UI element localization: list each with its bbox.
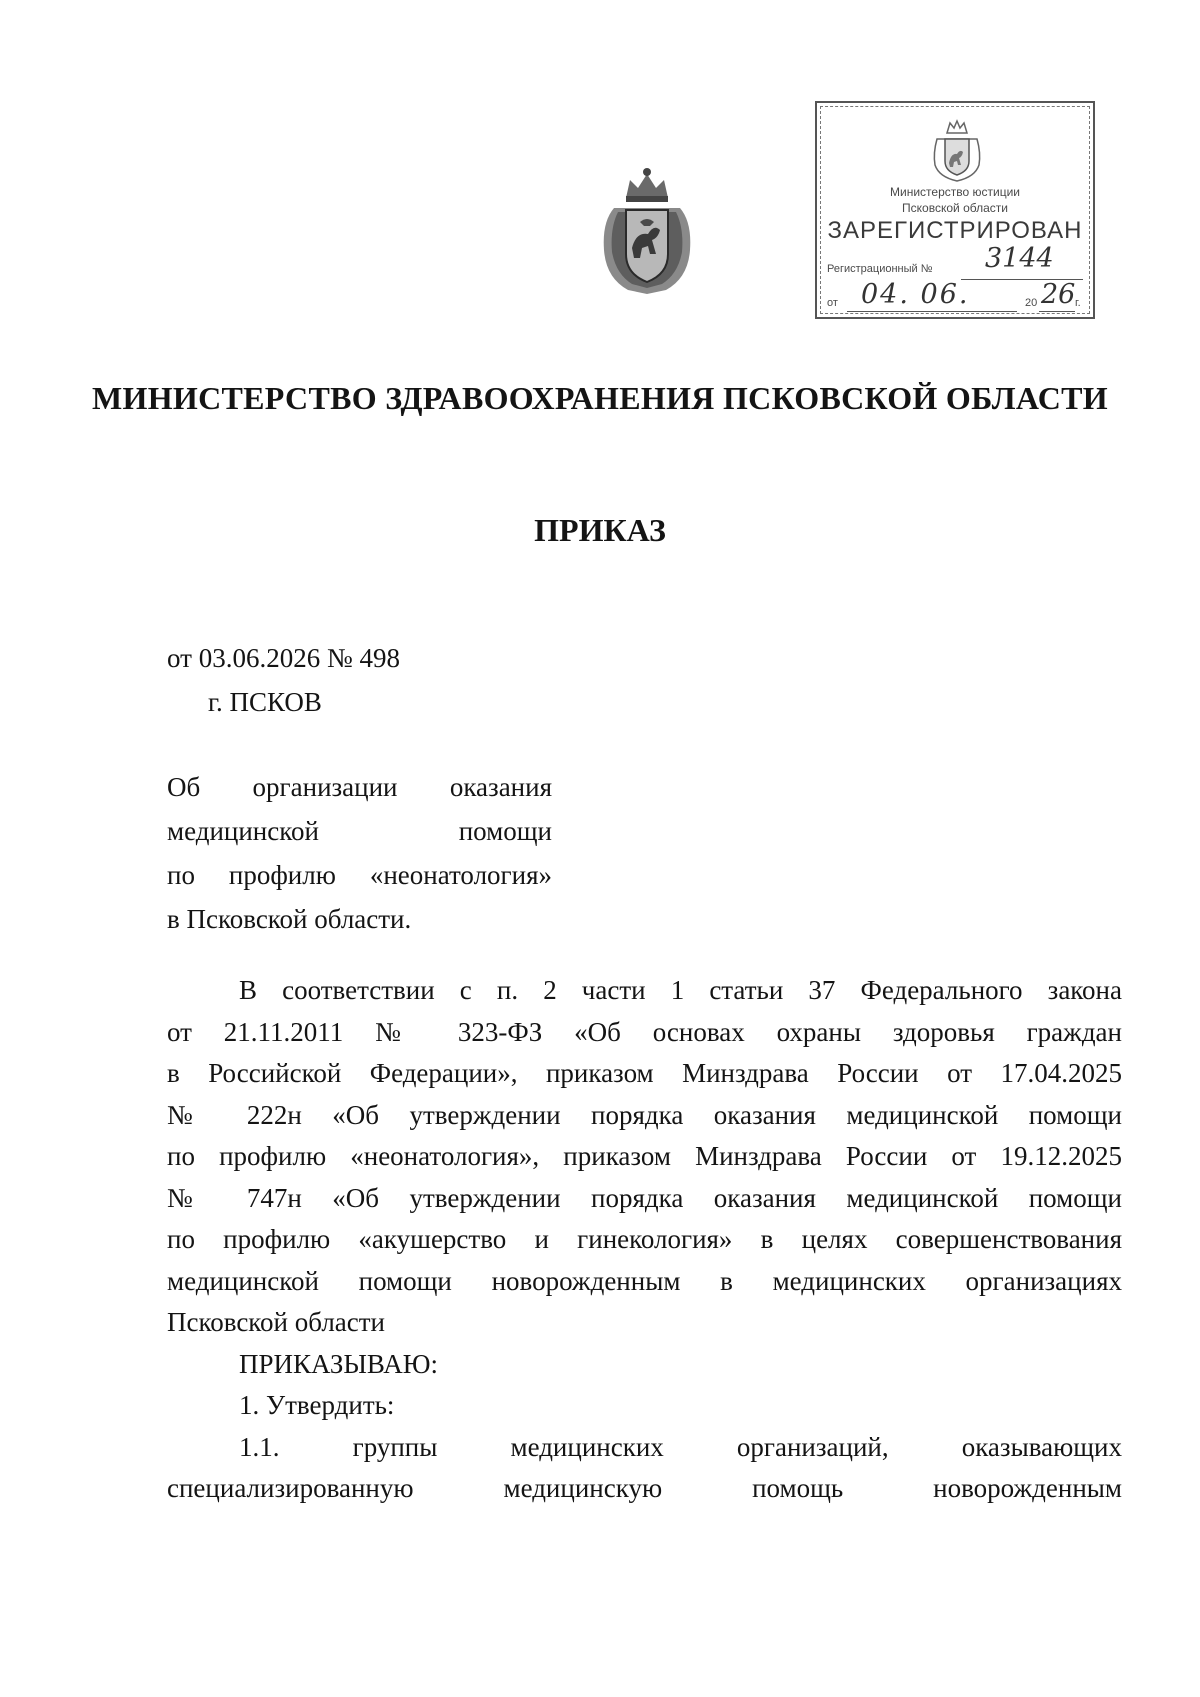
stamp-year-underline — [1039, 311, 1075, 312]
stamp-year: 26 — [1041, 279, 1076, 310]
document-type-heading: ПРИКАЗ — [534, 512, 666, 548]
item-1-1: 1.1. группы медицинских организаций, оказывающих — [239, 1431, 1122, 1462]
subject-line: в Псковской области. — [167, 904, 412, 934]
body-line: В соответствии с п. 2 части 1 статьи 37 Федерального закона — [239, 975, 1122, 1005]
stamp-region-line: Псковской области — [902, 201, 1008, 215]
stamp-ministry-line: Министерство юстиции — [890, 185, 1020, 199]
order-date-number: от 03.06.2026 № 498 — [167, 643, 400, 673]
order-city: г. ПСКОВ — [208, 687, 322, 717]
body-line: по профилю «акушерство и гинекология» в целях совершенствования — [167, 1224, 1122, 1254]
ministry-heading: МИНИСТЕРСТВО ЗДРАВООХРАНЕНИЯ ПСКОВСКОЙ ОБЛАСТИ — [92, 380, 1108, 416]
subject-line: по профилю «неонатология» — [167, 860, 552, 890]
body-line: № 222н «Об утверждении порядка оказания медицинской помощи — [167, 1099, 1122, 1130]
body-line: от 21.11.2011 № 323-ФЗ «Об основах охраны здоровья граждан — [167, 1016, 1122, 1047]
subject-line: Об организации оказания — [167, 772, 552, 802]
body-line: по профилю «неонатология», приказом Минздрава России от 19.12.2025 — [167, 1141, 1122, 1171]
subject-line: медицинской помощи — [167, 816, 552, 846]
stamp-year-suffix: г. — [1075, 297, 1081, 309]
stamp-reg-number: 3144 — [985, 243, 1054, 274]
item-1: 1. Утвердить: — [239, 1390, 395, 1420]
stamp-status: ЗАРЕГИСТРИРОВАН — [827, 217, 1083, 244]
body-line: № 747н «Об утверждении порядка оказания медицинской помощи — [167, 1182, 1122, 1213]
stamp-date: 04. 06. — [861, 279, 970, 310]
order-subject — [167, 765, 552, 941]
stamp-from-label: от — [827, 297, 838, 309]
registration-stamp — [815, 101, 1095, 319]
stamp-reg-label: Регистрационный № — [827, 263, 933, 275]
body-line: Псковской области — [167, 1307, 386, 1337]
stamp-year-prefix: 20 — [1025, 297, 1038, 309]
stamp-date-underline — [847, 311, 1017, 312]
stamp-emblem — [929, 119, 985, 183]
body-line: медицинской помощи новорожденным в медицинских организациях — [167, 1265, 1122, 1296]
orders-keyword: ПРИКАЗЫВАЮ: — [239, 1348, 438, 1379]
body-line: специализированную медицинскую помощь новорожденным — [167, 1473, 1122, 1503]
coat-of-arms-emblem — [592, 162, 702, 296]
order-body — [167, 970, 1122, 1510]
body-line: в Российской Федерации», приказом Минздрава России от 17.04.2025 — [167, 1058, 1122, 1088]
